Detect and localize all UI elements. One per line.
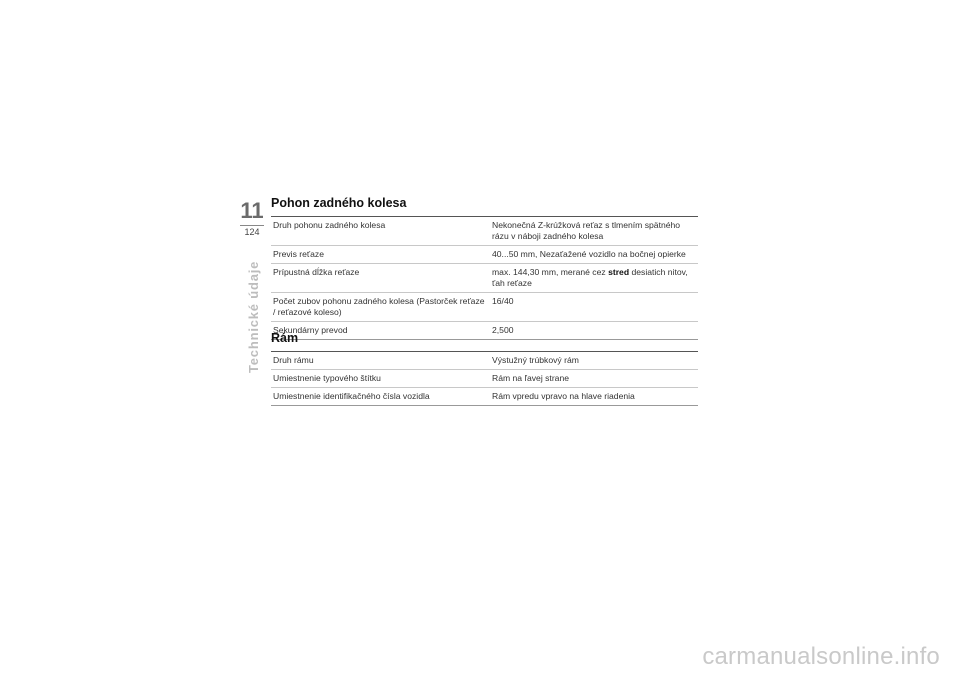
table-row [271,388,698,406]
table-row [271,370,698,388]
spec-value: 16/40 [490,293,698,322]
chapter-number: 11 [240,198,264,223]
table-row [271,293,698,322]
spec-label: Umiestnenie identifikačného čísla vozidla [271,388,490,406]
spec-table [271,351,698,406]
spec-value-text: max. 144,30 mm, merané cez [492,267,609,277]
watermark: carmanualsonline.info [702,643,940,670]
table-row [271,217,698,246]
spec-label: Počet zubov pohonu zadného kolesa (Pastorček reťaze / reťazové koleso) [271,293,490,322]
spec-label: Umiestnenie typového štítku [271,370,490,388]
table-row [271,264,698,293]
spec-label: Previs reťaze [271,246,490,264]
spec-label: Druh rámu [271,352,490,370]
spec-value: Nekonečná Z-krúžková reťaz s tlmením spätného rázu v náboji zadného kolesa [490,217,698,246]
spec-table [271,216,698,340]
spec-value: Výstužný trúbkový rám [490,352,698,370]
chapter-side-label: Technické údaje [246,260,261,373]
spec-value: Rám vpredu vpravo na hlave riadenia [490,388,698,406]
spec-label: Druh pohonu zadného kolesa [271,217,490,246]
section-frame [271,331,698,406]
table-row [271,246,698,264]
chapter-divider [240,225,264,226]
spec-value-text: desiatich nitov, ťah reťaze [492,267,688,288]
section-title: Pohon zadného kolesa [271,196,407,210]
page-number: 124 [244,227,260,237]
spec-value: 2,500 [490,322,698,340]
spec-value-emphasis: stred [608,267,630,277]
table-row [271,352,698,370]
spec-label: Sekundárny prevod [271,322,490,340]
spec-value: 40...50 mm, Nezaťažené vozidlo na bočnej opierke [490,246,698,264]
section-title: Rám [271,331,299,345]
spec-value: Rám na ľavej strane [490,370,698,388]
section-rear-wheel-drive [271,196,698,340]
spec-label: Prípustná dĺžka reťaze [271,264,490,293]
spec-value [490,264,698,293]
